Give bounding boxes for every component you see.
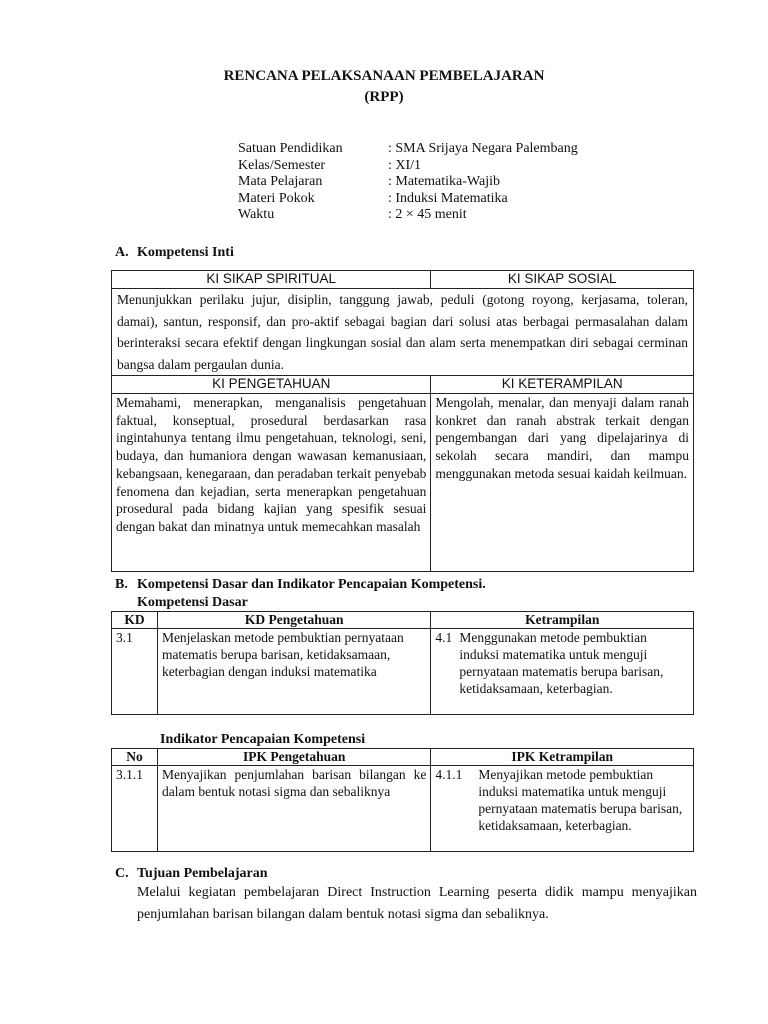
header-ipk-pengetahuan: IPK Pengetahuan — [157, 749, 430, 766]
kd-ketrampilan-number: 4.1 — [435, 630, 453, 645]
section-title: Tujuan Pembelajaran — [137, 866, 268, 881]
kd-pengetahuan-text: Menjelaskan metode pembuktian pernyataan matematis berupa barisan, ketidaksamaan, keterbagian dengan induksi matematika — [157, 629, 430, 715]
table-header-row — [112, 749, 694, 766]
pengetahuan-text: Memahami, menerapkan, menganalisis pengetahuan faktual, konseptual, prosedural berdasarkan rasa ingintahunya tentang ilmu pengetahuan, teknologi, seni, budaya, dan humaniora dengan wawasan kemanusiaan, kebangsaan, kenegaraan, dan peradaban terkait penyebab fenomena dan kejadian, serta menerapkan pengetahuan prosedural pada bidang kajian yang spesifik sesuai dengan bakat dan minatnya untuk memecahkan masalah — [112, 394, 431, 572]
header-ki-pengetahuan: KI PENGETAHUAN — [112, 376, 431, 394]
kd-subtitle: Kompetensi Dasar — [137, 595, 248, 610]
info-label: Kelas/Semester — [238, 157, 326, 173]
kd-ketrampilan-text: Menggunakan metode pembuktian induksi matematika untuk menguji pernyataan matematis berupa barisan, ketidaksamaan, keterbagian. — [459, 630, 664, 696]
ipk-ketrampilan-cell — [431, 766, 694, 852]
info-label: Mata Pelajaran — [238, 174, 323, 189]
info-value: : 2 × 45 menit — [388, 207, 467, 222]
header-ipk-ketrampilan: IPK Ketrampilan — [431, 749, 694, 766]
section-number: C. — [115, 866, 129, 881]
section-b-heading — [115, 577, 486, 593]
header-kd-pengetahuan: KD Pengetahuan — [157, 612, 430, 629]
document-subtitle: (RPP) — [364, 89, 404, 105]
info-row — [238, 174, 578, 191]
table-header-row — [112, 612, 694, 629]
header-ketrampilan: Ketrampilan — [431, 612, 694, 629]
ipk-table — [111, 748, 694, 852]
keterampilan-text: Mengolah, menalar, dan menyaji dalam ranah konkret dan ranah abstrak terkait dengan pengembangan dari yang dipelajarinya di sekolah secara mandiri, dan mampu menggunakan metoda sesuai kaidah keilmuan. — [431, 394, 694, 572]
sikap-text: Menunjukkan perilaku jujur, disiplin, tanggung jawab, peduli (gotong royong, kerjasama, toleran, damai), santun, responsif, dan pro-aktif sebagai bagian dari solusi atas berbagai permasalahan dalam berinteraksi secara efektif dengan lingkungan sosial dan alam serta menempatkan diri sebagai cerminan bangsa dalam pergaulan dunia. — [112, 289, 694, 376]
section-title: Kompetensi Dasar dan Indikator Pencapaian Kompetensi. — [137, 577, 486, 592]
header-no: No — [112, 749, 158, 766]
section-number: B. — [115, 577, 128, 592]
info-row — [238, 158, 578, 175]
header-kd: KD — [112, 612, 158, 629]
info-row — [238, 207, 578, 224]
info-value: : Induksi Matematika — [388, 190, 508, 206]
kd-number: 3.1 — [112, 629, 158, 715]
ipk-pengetahuan-text: Menyajikan penjumlahan barisan bilangan ke dalam bentuk notasi sigma dan sebaliknya — [157, 766, 430, 852]
header-ki-spiritual: KI SIKAP SPIRITUAL — [112, 271, 431, 289]
header-ki-keterampilan: KI KETERAMPILAN — [431, 376, 694, 394]
document-title: RENCANA PELAKSANAAN PEMBELAJARAN — [223, 68, 545, 84]
identity-block — [238, 141, 578, 224]
info-label: Materi Pokok — [238, 190, 315, 206]
table-row — [112, 394, 694, 572]
section-a-heading — [115, 245, 234, 261]
table-header-row — [112, 271, 694, 289]
kd-ketrampilan-cell — [431, 629, 694, 715]
ipk-ketrampilan-text: Menyajikan metode pembuktian induksi matematika untuk menguji pernyataan matematis berupa barisan, ketidaksamaan, keterbagian. — [478, 767, 683, 833]
table-row — [112, 289, 694, 376]
info-label: Satuan Pendidikan — [238, 141, 343, 156]
kompetensi-inti-table — [111, 270, 694, 572]
ipk-number: 3.1.1 — [112, 766, 158, 852]
ipk-ketrampilan-number: 4.1.1 — [435, 767, 463, 782]
table-row — [112, 629, 694, 715]
header-ki-sosial: KI SIKAP SOSIAL — [431, 271, 694, 289]
section-title: Kompetensi Inti — [137, 245, 234, 260]
info-row — [238, 141, 578, 158]
ipk-ketrampilan-item — [435, 766, 689, 834]
kd-ketrampilan-item — [435, 629, 689, 697]
info-row — [238, 191, 578, 208]
table-header-row — [112, 376, 694, 394]
section-number: A. — [115, 245, 129, 260]
info-value: : Matematika-Wajib — [388, 174, 500, 189]
ipk-subtitle: Indikator Pencapaian Kompetensi — [160, 732, 366, 747]
table-row — [112, 766, 694, 852]
info-value: : SMA Srijaya Negara Palembang — [388, 141, 578, 156]
tujuan-text: Melalui kegiatan pembelajaran Direct Instruction Learning peserta didik mampu menyajikan penjumlahan barisan bilangan dalam bentuk notasi sigma dan sebaliknya. — [137, 885, 697, 922]
info-label: Waktu — [238, 207, 275, 222]
kompetensi-dasar-table — [111, 611, 694, 715]
info-value: : XI/1 — [388, 157, 422, 173]
section-c-heading — [115, 866, 268, 882]
